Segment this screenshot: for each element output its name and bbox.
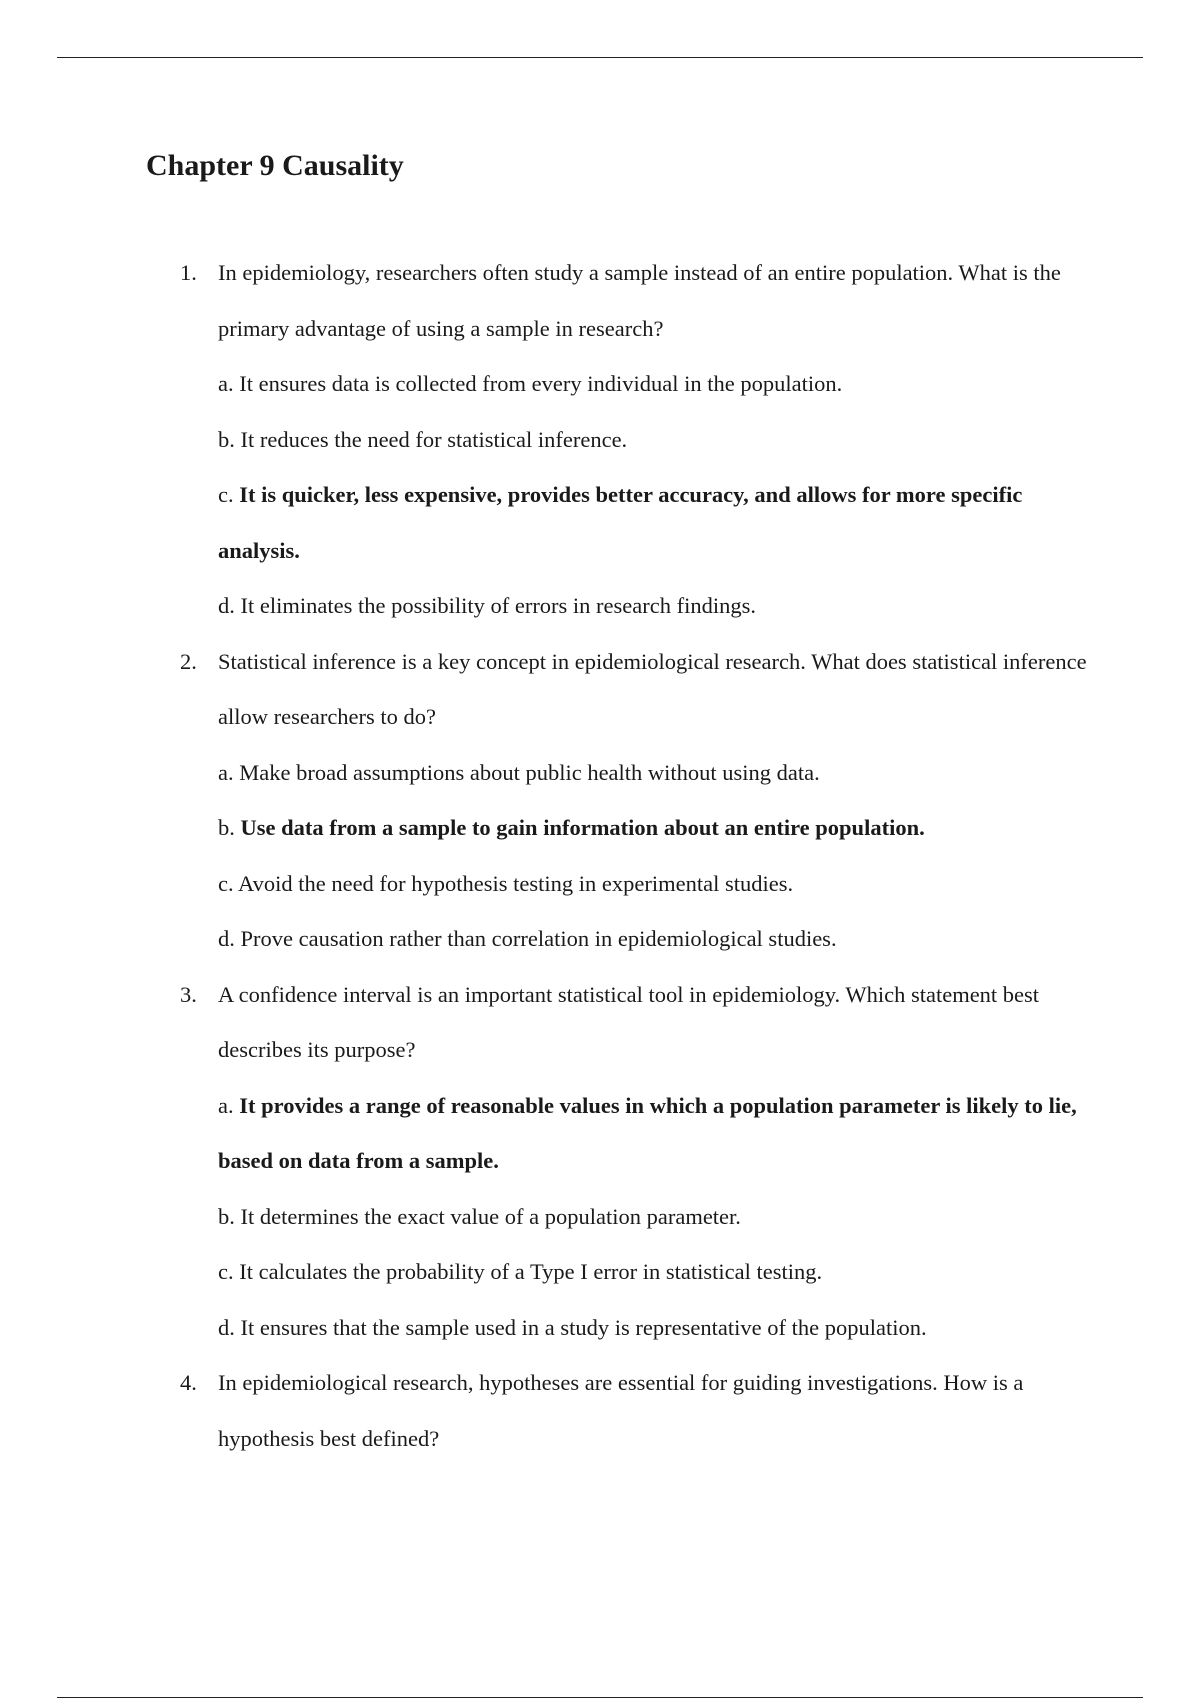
question-number: 1. [180,260,197,285]
option-c-correct [218,467,1096,578]
option-text: It calculates the probability of a Type I error in statistical testing. [239,1259,823,1284]
option-list [218,356,1096,634]
option-b [218,1189,1096,1245]
chapter-title: Chapter 9 Causality [146,149,404,182]
question-list [146,245,1096,1466]
footer-rule [57,1697,1143,1698]
option-letter: b. [218,815,235,840]
header-rule [57,57,1143,58]
option-text: Make broad assumptions about public health without using data. [239,759,820,785]
option-list [218,1078,1096,1356]
question-3 [146,967,1096,1356]
option-letter: a. [218,1092,234,1118]
option-letter: c. [218,1259,234,1284]
option-text: Prove causation rather than correlation in epidemiological studies. [240,926,837,951]
question-text: In epidemiological research, hypotheses are essential for guiding investigations. How is a hypothesis best defined? [218,1370,1024,1451]
option-letter: d. [218,1314,235,1340]
option-list [218,745,1096,967]
question-number: 4. [180,1370,197,1395]
question-text: In epidemiology, researchers often study a sample instead of an entire population. What is the primary advantage of using a sample in research? [218,260,1061,341]
option-d [218,578,1096,634]
option-b [218,412,1096,468]
correct-answer-text: Use data from a sample to gain information about an entire population. [240,815,925,840]
option-text: It determines the exact value of a population parameter. [240,1203,741,1229]
option-c [218,1244,1096,1300]
option-letter: c. [218,482,234,507]
option-letter: b. [218,1203,235,1229]
option-d [218,911,1096,967]
question-1 [146,245,1096,634]
option-text: It ensures data is collected from every individual in the population. [239,371,843,396]
option-letter: a. [218,759,234,785]
option-letter: b. [218,426,235,452]
option-a-correct [218,1078,1096,1189]
option-a [218,356,1096,412]
question-number: 2. [180,648,197,674]
option-text: It ensures that the sample used in a study is representative of the population. [240,1314,927,1340]
question-number: 3. [180,981,197,1007]
correct-answer-text: It provides a range of reasonable values in which a population parameter is likely to lie, based on data from a sample. [218,1092,1077,1173]
option-text: Avoid the need for hypothesis testing in experimental studies. [238,870,794,896]
option-a [218,745,1096,801]
question-text: Statistical inference is a key concept in epidemiological research. What does statistical inference allow researchers to do? [218,648,1087,729]
correct-answer-text: It is quicker, less expensive, provides better accuracy, and allows for more specific analysis. [218,482,1023,563]
option-letter: c. [218,870,234,896]
option-c [218,856,1096,912]
question-text: A confidence interval is an important statistical tool in epidemiology. Which statement best describes its purpose? [218,981,1040,1062]
option-b-correct [218,800,1096,856]
option-text: It eliminates the possibility of errors in research findings. [240,593,757,618]
option-d [218,1300,1096,1356]
option-letter: d. [218,926,235,951]
option-text: It reduces the need for statistical inference. [240,426,628,452]
option-letter: a. [218,371,234,396]
question-4 [146,1355,1096,1466]
option-letter: d. [218,593,235,618]
question-2 [146,634,1096,967]
